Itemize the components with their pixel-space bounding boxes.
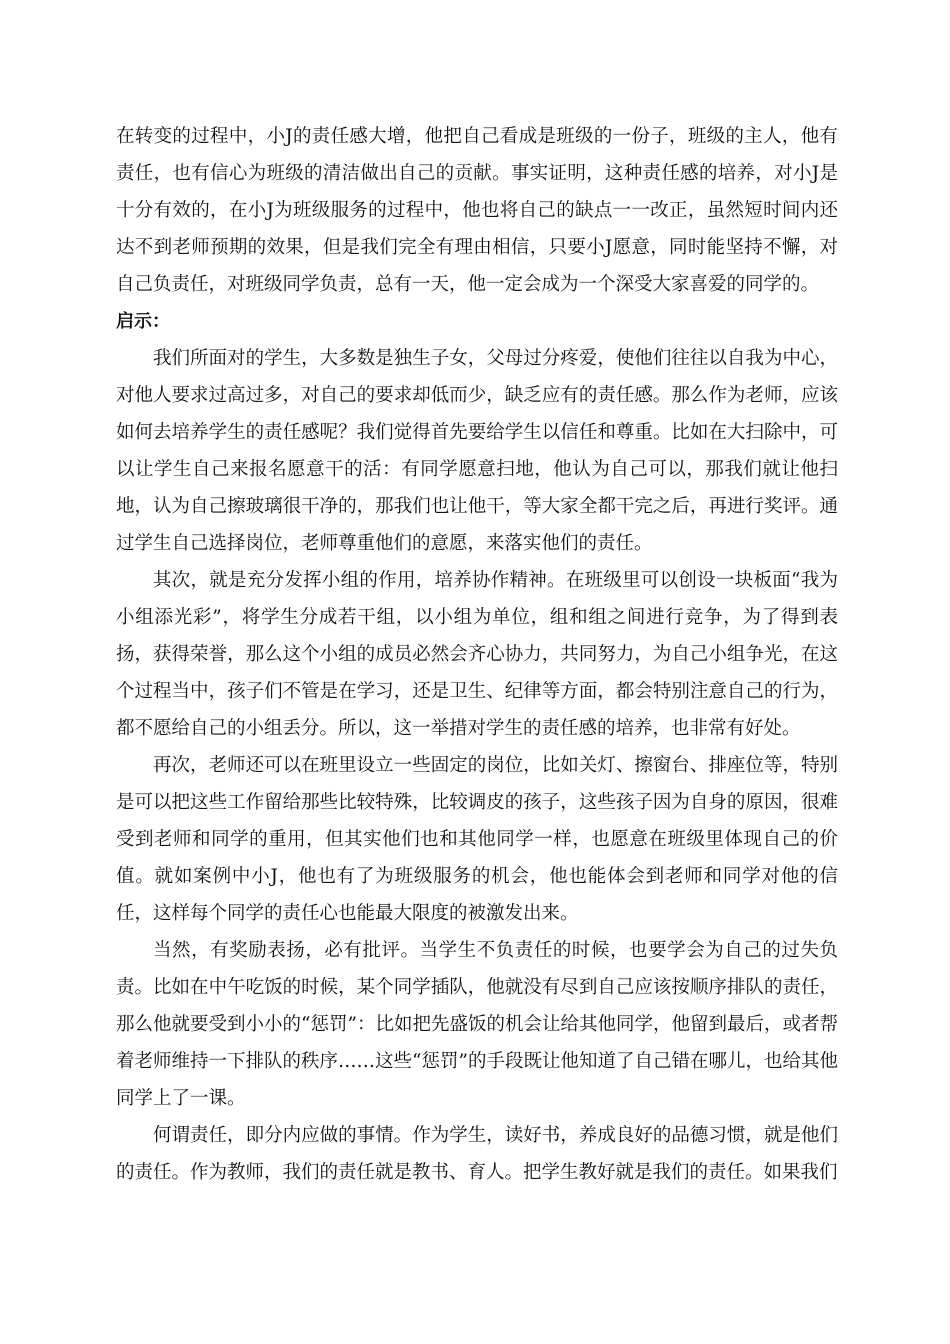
- paragraph-3: 其次，就是充分发挥小组的作用，培养协作精神。在班级里可以创设一块板面“我为小组添光彩”，将学生分成若干组，以小组为单位，组和组之间进行竞争，为了得到表扬，获得荣誉，那么这个小组的成员必然会齐心协力，共同努力，为自己小组争光，在这个过程当中，孩子们不管是在学习，还是卫生、纪律等方面，都会特别注意自己的行为，都不愿给自己的小组丢分。所以，这一举措对学生的责任感的培养，也非常有好处。: [116, 570, 838, 739]
- section-heading: 启示：: [116, 311, 170, 332]
- document-body: [116, 118, 838, 1191]
- paragraph-2: 我们所面对的学生，大多数是独生子女，父母过分疼爱，使他们往往以自我为中心，对他人要求过高过多，对自己的要求却低而少，缺乏应有的责任感。那么作为老师，应该如何去培养学生的责任感呢？我们觉得首先要给学生以信任和尊重。比如在大扫除中，可以让学生自己来报名愿意干的活：有同学愿意扫地，他认为自己可以，那我们就让他扫地，认为自己擦玻璃很干净的，那我们也让他干，等大家全都干完之后，再进行奖评。通过学生自己选择岗位，老师尊重他们的意愿，来落实他们的责任。: [116, 348, 838, 554]
- paragraph-5: 当然，有奖励表扬，必有批评。当学生不负责任的时候，也要学会为自己的过失负责。比如在中午吃饭的时候，某个同学插队，他就没有尽到自己应该按顺序排队的责任，那么他就要受到小小的“惩罚”：比如把先盛饭的机会让给其他同学，他留到最后，或者帮着老师维持一下排队的秩序……这些“惩罚”的手段既让他知道了自己错在哪儿，也给其他同学上了一课。: [116, 940, 838, 1109]
- paragraph-4: 再次，老师还可以在班里设立一些固定的岗位，比如关灯、擦窗台、排座位等，特别是可以把这些工作留给那些比较特殊，比较调皮的孩子，这些孩子因为自身的原因，很难受到老师和同学的重用，但其实他们也和其他同学一样，也愿意在班级里体现自己的价值。就如案例中小J，他也有了为班级服务的机会，他也能体会到老师和同学对他的信任，这样每个同学的责任心也能最大限度的被激发出来。: [116, 755, 838, 924]
- paragraph-1: 在转变的过程中，小J的责任感大增，他把自己看成是班级的一份子，班级的主人，他有责任，也有信心为班级的清洁做出自己的贡献。事实证明，这种责任感的培养，对小J是十分有效的，在小J为班级服务的过程中，他也将自己的缺点一一改正，虽然短时间内还达不到老师预期的效果，但是我们完全有理由相信，只要小J愿意，同时能坚持不懈，对自己负责任，对班级同学负责，总有一天，他一定会成为一个深受大家喜爱的同学的。: [116, 126, 838, 295]
- paragraph-6: 何谓责任，即分内应做的事情。作为学生，读好书，养成良好的品德习惯，就是他们的责任。作为教师，我们的责任就是教书、育人。把学生教好就是我们的责任。如果我们: [116, 1125, 838, 1183]
